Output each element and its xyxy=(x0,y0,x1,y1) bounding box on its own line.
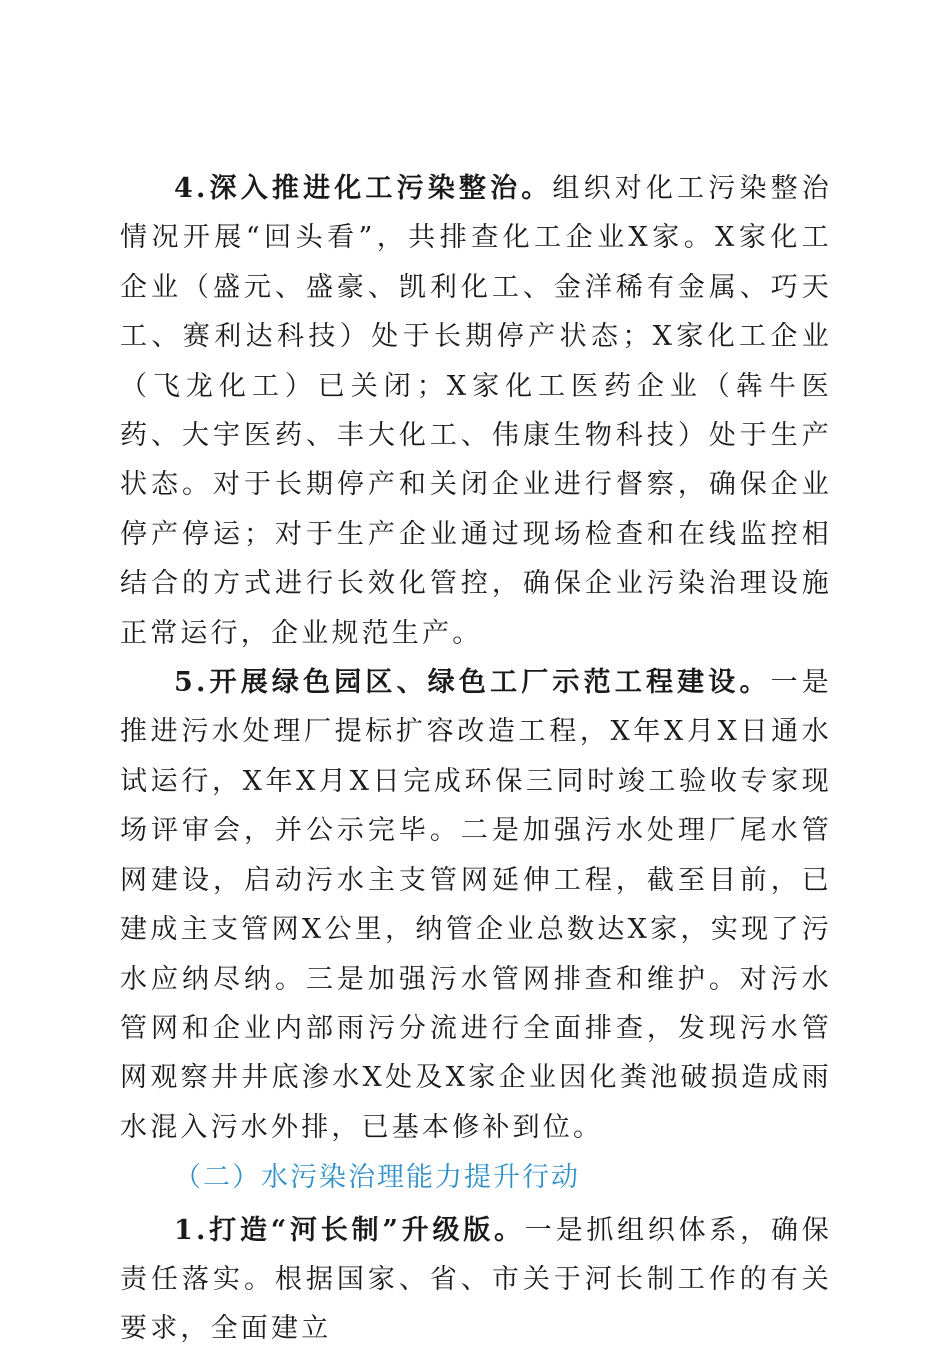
paragraph-text: 组织对化工污染整治情况开展“回头看”，共排查化工企业X家。X家化工企业（盛元、盛豪、凯利化工、金洋稀有金属、巧天工、赛利达科技）处于长期停产状态；X家化工企业（飞龙化工）已关闭；X家化工医药企业（犇牛医药、大宇医药、丰大化工、伟康生物科技）处于生产状态。对于长期停产和关闭企业进行督察，确保企业停产停运；对于生产企业通过现场检查和在线监控相结合的方式进行长效化管控，确保企业污染治理设施正常运行，企业规范生产。 xyxy=(120,173,832,649)
paragraph-lead: 4.深入推进化工污染整治。 xyxy=(174,173,553,204)
section-heading: （二）水污染治理能力提升行动 xyxy=(174,1162,580,1194)
paragraph-river-chief xyxy=(120,1206,832,1354)
paragraph-lead: 1.打造“河长制”升级版。 xyxy=(174,1214,525,1246)
paragraph-lead: 5.开展绿色园区、绿色工厂示范工程建设。 xyxy=(174,667,771,699)
document-body xyxy=(120,164,832,1354)
paragraph-chemical-pollution xyxy=(120,164,832,658)
paragraph-green-park xyxy=(120,658,832,1152)
paragraph-text: 一是抓组织体系，确保责任落实。根据国家、省、市关于河长制工作的有关要求，全面建立 xyxy=(120,1214,832,1345)
paragraph-text: 一是推进污水处理厂提标扩容改造工程，X年X月X日通水试运行，X年X月X日完成环保三同时竣工验收专家现场评审会，并公示完毕。二是加强污水处理厂尾水管网建设，启动污水主支管网延伸工程，截至目前，已建成主支管网X公里，纳管企业总数达X家，实现了污水应纳尽纳。三是加强污水管网排查和维护。对污水管网和企业内部雨污分流进行全面排查，发现污水管网观察井井底渗水X处及X家企业因化粪池破损造成雨水混入污水外排，已基本修补到位。 xyxy=(120,667,832,1143)
